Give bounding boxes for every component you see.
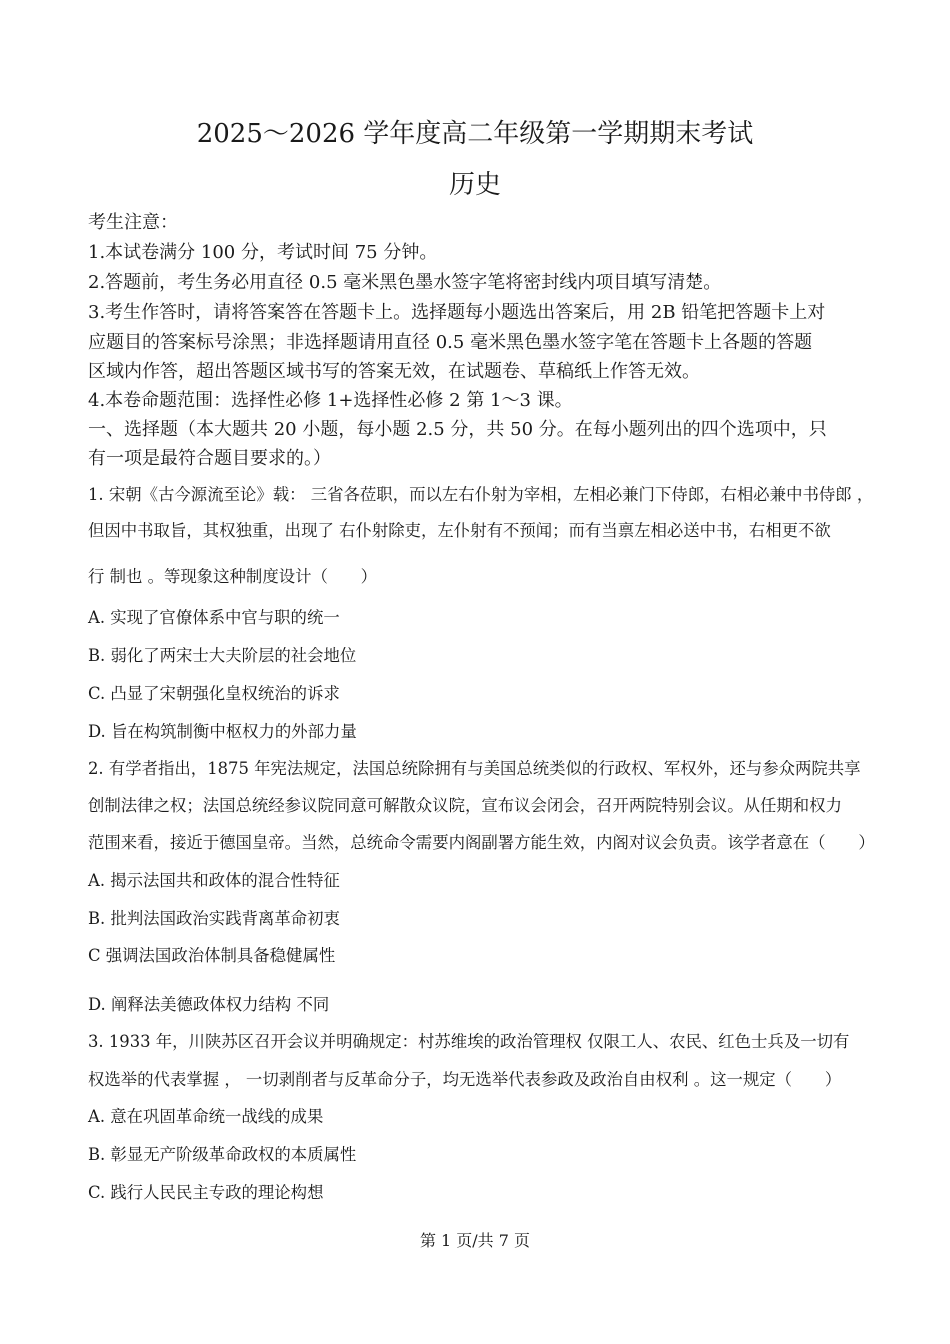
question-2-option-d: D. 阐释法美德政体权力结构 不同 [88,995,330,1014]
question-1-option-b: B. 弱化了两宋士大夫阶层的社会地位 [88,646,357,665]
question-2-stem: 创制法律之权；法国总统经参议院同意可解散众议院，宣布议会闭会，召开两院特别会议。从任期和权力 [88,796,842,815]
question-3-stem: 3. 1933 年，川陕苏区召开会议并明确规定：村苏维埃的政治管理权 仅限工人、农民、红色士兵及一切有 [88,1032,850,1051]
section-heading: 有一项是最符合题目要求的。） [88,448,331,469]
question-1-stem: 但因中书取旨，其权独重，出现了 右仆射除吏，左仆射有不预闻；而有当禀左相必送中书，右相更不欲 [88,521,831,540]
question-1-option-c: C. 凸显了宋朝强化皇权统治的诉求 [88,684,340,703]
question-2-option-c: C 强调法国政治体制具备稳健属性 [88,946,336,965]
question-1-stem: 1. 宋朝《古今源流至论》载： 三省各莅职，而以左右仆射为宰相，左相必兼门下侍郎，右相必兼中书侍郎 ， [88,485,874,504]
question-3-option-a: A. 意在巩固革命统一战线的成果 [88,1107,324,1126]
subject-title: 历史 [448,170,501,200]
question-2-option-a: A. 揭示法国共和政体的混合性特征 [88,871,340,890]
question-3-option-c: C. 践行人民民主专政的理论构想 [88,1183,324,1202]
notice-item: 2.答题前，考生务必用直径 0.5 毫米黑色墨水签字笔将密封线内项目填写清楚。 [88,272,722,293]
section-heading: 一、选择题（本大题共 20 小题，每小题 2.5 分，共 50 分。在每小题列出的四个选项中，只 [88,419,827,440]
notice-item: 3.考生作答时，请将答案答在答题卡上。选择题每小题选出答案后，用 2B 铅笔把答题卡上对 [88,302,826,323]
question-1-option-a: A. 实现了官僚体系中官与职的统一 [88,608,340,627]
question-3-stem: 权选举的代表掌握 ， 一切剥削者与反革命分子，均无选举代表参政及政治自由权利 。这一规定（ ） [88,1070,842,1089]
question-1-stem: 行 制也 。等现象这种制度设计（ ） [88,567,378,586]
page-number: 第 1 页/共 7 页 [419,1231,531,1250]
exam-title: 2025～2026 学年度高二年级第一学期期末考试 [196,119,754,149]
question-2-option-b: B. 批判法国政治实践背离革命初衷 [88,909,340,928]
question-3-option-b: B. 彰显无产阶级革命政权的本质属性 [88,1145,357,1164]
notice-item: 应题目的答案标号涂黑；非选择题请用直径 0.5 毫米黑色墨水签字笔在答题卡上各题的答题 [88,332,813,353]
notice-item: 1.本试卷满分 100 分，考试时间 75 分钟。 [88,242,438,263]
question-2-stem: 范围来看，接近于德国皇帝。当然，总统命令需要内阁副署方能生效，内阁对议会负责。该学者意在（ ） [88,833,875,852]
question-2-stem: 2. 有学者指出，1875 年宪法规定，法国总统除拥有与美国总统类似的行政权、军权外，还与参众两院共享 [88,759,861,778]
notice-item: 区域内作答，超出答题区域书写的答案无效，在试题卷、草稿纸上作答无效。 [88,361,700,382]
question-1-option-d: D. 旨在构筑制衡中枢权力的外部力量 [88,722,357,741]
notice-heading: 考生注意： [88,212,178,233]
notice-item: 4.本卷命题范围：选择性必修 1+选择性必修 2 第 1～3 课。 [88,390,573,411]
